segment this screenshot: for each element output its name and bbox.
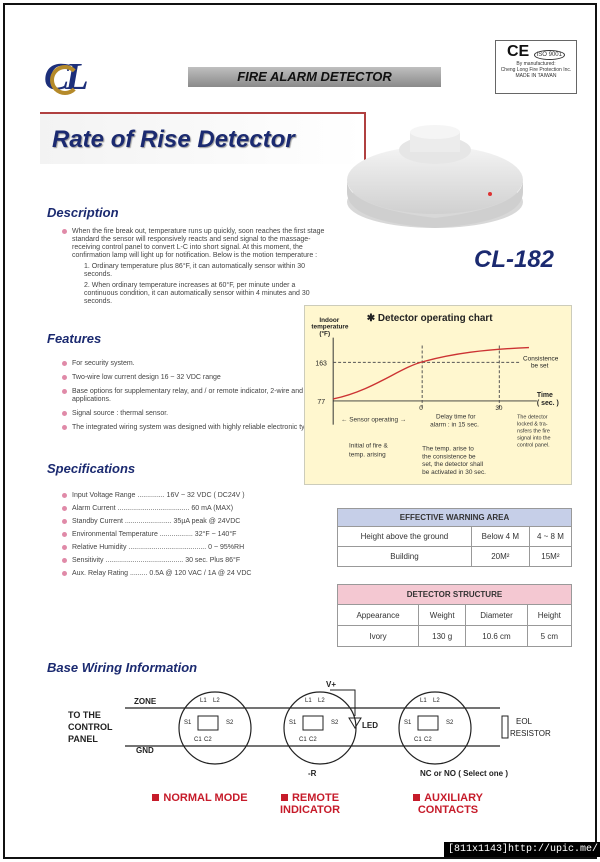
table-header-cell: Height — [527, 605, 571, 626]
to-panel-label: TO THE CONTROL PANEL — [68, 710, 113, 744]
wiring-diagram — [50, 678, 580, 790]
specifications-list — [62, 492, 312, 583]
chart-delay-label: Delay time for alarm : in 15 sec. — [430, 413, 479, 429]
list-item: Alarm Current ..................................... 60 mA (MAX) — [62, 505, 312, 513]
list-item: Standby Current ........................ 35µA peak @ 24VDC — [62, 518, 312, 526]
list-item: Input Voltage Range .............. 16V ~ 32 VDC ( DC24V ) — [62, 492, 312, 500]
certification-box — [495, 40, 577, 94]
table-cell: 10.6 cm — [466, 626, 527, 647]
warning-table-title: EFFECTIVE WARNING AREA — [338, 509, 572, 527]
terminal-label: C1 — [414, 737, 422, 743]
tick-label-77: 77 — [317, 398, 326, 406]
table-row — [338, 626, 572, 647]
chart-sensor-operating: ← Sensor operating → — [341, 416, 407, 424]
eol-label: EOL RESISTOR — [510, 717, 551, 738]
list-item: Relative Humidity ........................................ 0 ~ 95%RH — [62, 544, 312, 552]
category-banner: FIRE ALARM DETECTOR — [188, 67, 441, 87]
eol-resistor-symbol — [502, 716, 508, 738]
table-row — [338, 547, 572, 567]
chart-arise-label: The temp. arise to the consistence be set, the detector shall be activated in 30 sec. — [422, 445, 486, 477]
tick-label-30: 30 — [495, 404, 503, 412]
minus-r-label: -R — [308, 769, 317, 778]
table-cell: 130 g — [419, 626, 466, 647]
table-cell: Below 4 M — [471, 527, 529, 547]
table-cell: 15M² — [529, 547, 571, 567]
table-cell: Height above the ground — [338, 527, 472, 547]
terminal-label: S2 — [446, 720, 454, 726]
table-cell: 5 cm — [527, 626, 571, 647]
nc-no-label: NC or NO ( Select one ) — [420, 769, 509, 778]
chart-title: ✱ Detector operating chart — [366, 312, 493, 324]
list-item: For security system. — [62, 360, 332, 368]
terminal-label: S2 — [226, 720, 234, 726]
ce-mark: CE — [507, 43, 530, 60]
terminal-label: C2 — [204, 737, 212, 743]
description-list — [72, 263, 327, 306]
list-item: 1. Ordinary temperature plus 86°F, it can automatically sensor within 30 seconds. — [84, 263, 306, 278]
features-heading: Features — [47, 331, 102, 346]
terminal-label: S1 — [404, 720, 412, 726]
list-item: The integrated wiring system was designed with highly reliable electronic type. — [62, 424, 332, 432]
footer-watermark: [811x1143]http://upic.me/ — [444, 842, 600, 857]
description-intro: When the fire break out, temperature runs up quickly, soon reaches the first stage standard the sensor will responsively reacts and send signal to the massage-receiving control panel to convert L-C into short signal. At this moment, the confirmation lamp will light up for notification. Below is the motion temperature : 1. Ordinary temperature plus 86°F, it can automatically sensor within 30 seconds. 2. When ordinary temperature increases at 60°F, per minute under a continuous condition, it can automatically sensor within 4 minutes and 30 seconds. — [62, 228, 327, 306]
terminal-label: L2 — [213, 698, 220, 704]
chart-initial-label: Initial of fire & temp. arising — [349, 442, 388, 459]
list-item: Two-wire low current design 16 ~ 32 VDC range — [62, 374, 332, 382]
list-item: Environmental Temperature ................. 32°F ~ 140°F — [62, 531, 312, 539]
terminal-label: L1 — [305, 698, 312, 704]
table-row — [338, 527, 572, 547]
table-header-cell: Diameter — [466, 605, 527, 626]
terminal-label: C2 — [309, 737, 317, 743]
structure-table-title: DETECTOR STRUCTURE — [338, 585, 572, 605]
list-item: Aux. Relay Rating ......... 0.5A @ 120 VAC / 1A @ 24 VDC — [62, 570, 312, 578]
list-item: Base options for supplementary relay, and / or remote indicator, 2-wire and 4-wire applications. — [62, 388, 332, 404]
gnd-label: GND — [136, 746, 154, 755]
vplus-wire — [330, 690, 355, 716]
features-list — [62, 360, 332, 438]
terminal-label: S1 — [184, 720, 192, 726]
table-header-cell: Weight — [419, 605, 466, 626]
led-label: LED — [362, 721, 378, 730]
table-cell: 4 ~ 8 M — [529, 527, 571, 547]
list-item: 2. When ordinary temperature increases at 60°F, per minute under a continuous condition, it can automatically sensor within 4 minutes and 30 seconds. — [84, 282, 310, 305]
terminal-label: S2 — [331, 720, 339, 726]
cert-line-3: MADE IN TAIWAN — [515, 73, 557, 79]
iso-badge: ISO 9001 — [534, 50, 565, 60]
mode-auxiliary: AUXILIARY CONTACTS — [400, 792, 496, 816]
chart-ylabel: Indoor temperature (°F) — [311, 316, 349, 338]
chart-xlabel: Time ( sec. ) — [536, 391, 559, 407]
chart-locked-label: The detector locked & tra-nsfers the fire signal into the control panel. — [517, 414, 551, 449]
model-number: CL-182 — [474, 246, 555, 273]
terminal-label: L2 — [318, 698, 325, 704]
terminal-label: L2 — [433, 698, 440, 704]
terminal-label: C1 — [299, 737, 307, 743]
terminal-label: C1 — [194, 737, 202, 743]
cert-line-1: By manufactured: — [516, 61, 556, 67]
base-remote — [284, 692, 356, 764]
table-header-cell: Appearance — [338, 605, 419, 626]
description-heading: Description — [47, 205, 119, 220]
chart-consistence-label: Consistence be set — [523, 355, 559, 370]
detector-product-image — [340, 122, 530, 232]
specifications-heading: Specifications — [47, 461, 136, 476]
title-box — [40, 112, 366, 164]
tick-label-163: 163 — [315, 360, 327, 368]
wiring-heading: Base Wiring Information — [47, 660, 198, 675]
mode-remote: REMOTE INDICATOR — [279, 792, 341, 816]
table-cell: 20M² — [471, 547, 529, 567]
vplus-label: V+ — [326, 680, 337, 689]
terminal-label: S1 — [289, 720, 297, 726]
base-auxiliary — [399, 692, 471, 764]
terminal-label: L1 — [200, 698, 207, 704]
terminal-label: C2 — [424, 737, 432, 743]
table-row — [338, 605, 572, 626]
tick-label-0: 0 — [419, 404, 423, 412]
cert-line-2: Cheng Long Fire Protection Inc. — [500, 67, 572, 73]
zone-label: ZONE — [134, 697, 157, 706]
mode-normal: NORMAL MODE — [152, 792, 248, 804]
base-normal — [179, 692, 251, 764]
description-section — [62, 228, 327, 312]
warning-area-table — [337, 508, 572, 567]
structure-table — [337, 584, 572, 647]
company-logo: CL — [44, 56, 85, 98]
table-cell: Ivory — [338, 626, 419, 647]
page-title: Rate of Rise Detector — [52, 126, 295, 153]
operating-chart — [304, 305, 572, 485]
list-item: Signal source : thermal sensor. — [62, 410, 332, 418]
list-item: Sensitivity ........................................ 30 sec. Plus 86°F — [62, 557, 312, 565]
terminal-label: L1 — [420, 698, 427, 704]
table-cell: Building — [338, 547, 472, 567]
